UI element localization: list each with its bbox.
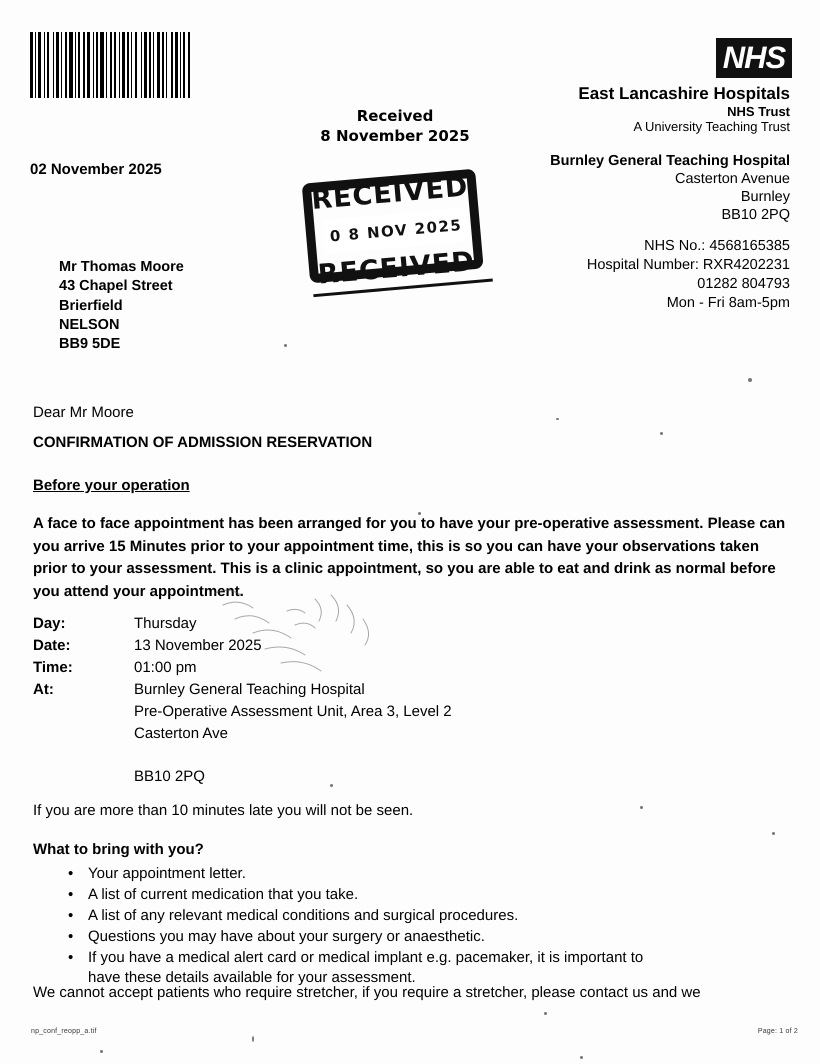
list-item-text: If you have a medical alert card or medical implant e.g. pacemaker, it is important to (88, 948, 644, 966)
bullet-icon: • (68, 865, 74, 882)
received-rubber-stamp (297, 162, 489, 297)
appointment-value-time: 01:00 pm (134, 659, 197, 677)
closing-paragraph: We cannot accept patients who require stretcher, if you require a stretcher, please contact us and we (33, 984, 701, 1001)
trust-type: NHS Trust (727, 104, 790, 120)
list-item-text: A list of current medication that you take. (88, 885, 359, 903)
recipient-address-line-2: Brierfield (59, 297, 123, 314)
scan-speck (772, 832, 775, 835)
stamp-word-bottom: RECEIVED (316, 246, 477, 291)
appointment-row-at (33, 679, 553, 701)
received-label: Received (356, 107, 434, 125)
recipient-town: NELSON (59, 316, 120, 333)
scan-speck (748, 378, 752, 382)
scan-speck (100, 1050, 103, 1053)
site-address-block (450, 152, 790, 225)
appointment-label-at: At: (33, 681, 54, 699)
stamp-date: 0 8 NOV 2025 (329, 215, 464, 246)
nhs-number: NHS No.: 4568165385 (644, 238, 790, 254)
trust-name: East Lancashire Hospitals (578, 84, 790, 103)
trust-tagline: A University Teaching Trust (633, 119, 790, 135)
site-name: Burnley General Teaching Hospital (550, 153, 790, 169)
scan-speck (640, 806, 643, 809)
opening-hours: Mon - Fri 8am-5pm (666, 294, 790, 311)
section-heading-what-to-bring: What to bring with you? (33, 841, 204, 858)
list-item (0, 864, 760, 884)
late-arrival-note: If you are more than 10 minutes late you will not be seen. (33, 802, 414, 819)
appointment-value-venue: Burnley General Teaching Hospital (134, 681, 365, 699)
bullet-icon: • (68, 885, 74, 903)
list-item (0, 906, 760, 926)
intro-paragraph: A face to face appointment has been arranged for you to have your pre-operative assessment. Please can you arrive 15 Minutes prior to your appointment time, this is so you can have your observations taken prior to your assessment. This is a clinic appointment, so you are able to eat and drink as normal before you attend your appointment. (33, 515, 786, 600)
scan-speck (284, 344, 287, 347)
contact-identifiers-block (450, 237, 790, 312)
bullet-icon: • (68, 948, 74, 966)
appointment-row-day (33, 613, 553, 635)
list-item-text-continued: have these details available for your assessment. (88, 968, 416, 986)
appointment-label-day: Day: (33, 615, 66, 632)
scan-speck (580, 1056, 583, 1059)
recipient-address-line-1: 43 Chapel Street (59, 278, 173, 295)
appointment-details (33, 613, 553, 788)
page-title: CONFIRMATION OF ADMISSION RESERVATION (33, 434, 373, 451)
received-annotation (300, 106, 490, 147)
site-address-line-2: Burnley (740, 189, 790, 206)
barcode (30, 32, 244, 98)
footer-page-number: Page: 1 of 2 (757, 1028, 798, 1035)
site-postcode: BB10 2PQ (721, 207, 790, 224)
trust-identity-block (450, 84, 790, 135)
appointment-spacer (33, 745, 553, 766)
footer-file-reference: np_conf_reopp_a.tif (31, 1028, 97, 1035)
appointment-venue-line-3: Casterton Ave (134, 725, 228, 743)
appointment-venue-line-2: Pre-Operative Assessment Unit, Area 3, Level 2 (134, 703, 452, 721)
what-to-bring-list (0, 864, 760, 989)
bullet-icon: • (68, 906, 74, 924)
scan-speck (556, 418, 559, 420)
received-date: 8 November 2025 (320, 127, 470, 146)
telephone-number: 01282 804793 (697, 275, 790, 292)
section-heading-before-your-operation: Before your operation (33, 477, 190, 494)
appointment-row-time (33, 657, 553, 679)
scan-speck (660, 432, 663, 435)
hospital-number: Hospital Number: RXR4202231 (586, 256, 790, 273)
letter-date: 02 November 2025 (30, 161, 162, 178)
appointment-value-date: 13 November 2025 (134, 637, 262, 655)
stamp-word-top: RECEIVED (310, 171, 470, 216)
list-item (0, 885, 760, 905)
list-item-text: Your appointment letter. (88, 865, 246, 882)
list-item (0, 948, 760, 988)
appointment-row-date (33, 635, 553, 657)
recipient-name: Mr Thomas Moore (59, 259, 184, 275)
scan-speck (544, 1012, 547, 1015)
list-item-text: Questions you may have about your surgery or anaesthetic. (88, 927, 485, 945)
appointment-venue-postcode: BB10 2PQ (134, 768, 205, 786)
recipient-postcode: BB9 5DE (59, 336, 121, 353)
bullet-icon: • (68, 927, 74, 945)
list-item-text: A list of any relevant medical conditions and surgical procedures. (88, 906, 519, 924)
appointment-label-time: Time: (33, 659, 73, 677)
nhs-logo: NHS (716, 38, 792, 78)
appointment-value-day: Thursday (134, 615, 197, 632)
list-item (0, 927, 760, 947)
salutation: Dear Mr Moore (33, 404, 134, 421)
appointment-label-date: Date: (33, 637, 71, 655)
scan-speck (252, 1036, 254, 1042)
recipient-address-block (59, 258, 184, 354)
site-address-line-1: Casterton Avenue (674, 171, 790, 188)
